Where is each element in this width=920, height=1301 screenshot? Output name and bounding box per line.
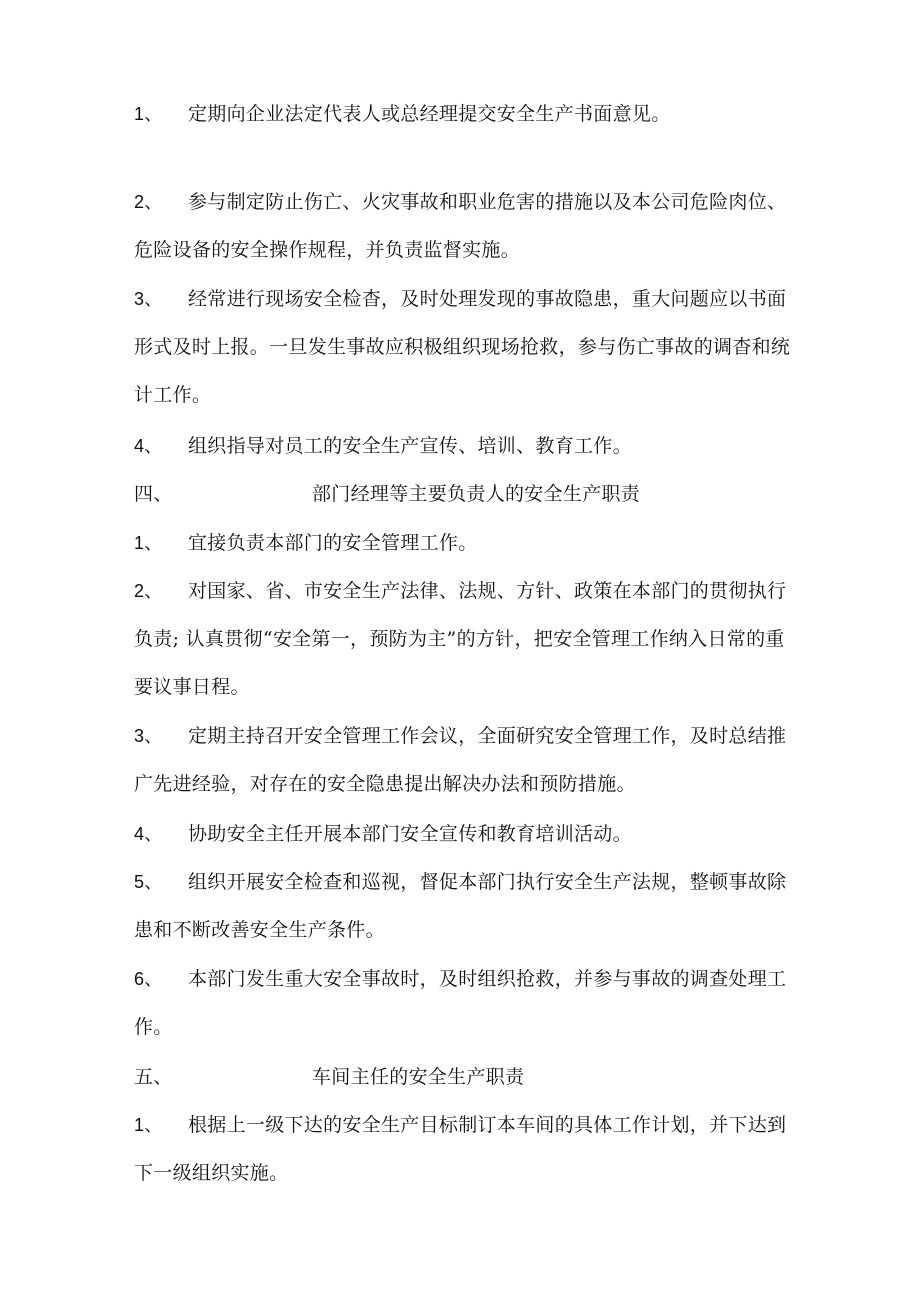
item-text: 定期主持召开安全管理工作会议，全面研究安全管理工作，及时总结推广先进经验，对存在的安全隐患提出解决办法和预防措施。 xyxy=(134,725,787,795)
item-number: 6、 xyxy=(134,969,163,989)
item-number: 3、 xyxy=(134,289,163,309)
item-text: 根据上一级下达的安全生产目标制订本车间的具体工作计划，并下达到下一级组织实施。 xyxy=(134,1114,787,1184)
list-item xyxy=(134,422,794,470)
list-item xyxy=(134,810,794,858)
list-item xyxy=(134,712,794,808)
section-title: 部门经理等主要负责人的安全生产职责 xyxy=(312,483,641,505)
list-item xyxy=(134,178,794,274)
list-item xyxy=(134,519,794,567)
item-number: 2、 xyxy=(134,192,163,212)
item-text: 宜接负责本部门的安全管理工作。 xyxy=(188,532,478,554)
item-number: 1、 xyxy=(134,1115,163,1135)
item-text: 本部门发生重大安全事故时，及时组织抢救，并参与事故的调查处理工作。 xyxy=(134,968,787,1038)
item-text: 组织指导对员工的安全生产宣传、培训、教育工作。 xyxy=(188,435,632,457)
list-item xyxy=(134,90,794,138)
item-text: 参与制定防止伤亡、火灾事故和职业危害的措施以及本公司危险肉位、危险设备的安全操作规程，并负责监督实施。 xyxy=(134,191,787,261)
item-number: 1、 xyxy=(134,104,163,124)
section-heading xyxy=(134,470,794,518)
section-title: 车间主任的安全生产职责 xyxy=(312,1066,525,1088)
item-text: 组织开展安全检查和巡视，督促本部门执行安全生产法规，整顿事故除患和不断改善安全生产条件。 xyxy=(134,871,787,941)
section-number: 五、 xyxy=(134,1066,173,1088)
item-text: 协助安全主任开展本部门安全宣传和教育培训活动。 xyxy=(188,823,632,845)
section-number: 四、 xyxy=(134,483,173,505)
list-item xyxy=(134,858,794,954)
item-number: 2、 xyxy=(134,581,163,601)
item-number: 5、 xyxy=(134,872,163,892)
section-heading xyxy=(134,1053,794,1101)
list-item xyxy=(134,567,794,711)
item-text: 定期向企业法定代表人或总经理提交安全生产书面意见。 xyxy=(188,103,671,125)
list-item xyxy=(134,275,794,419)
item-number: 3、 xyxy=(134,726,163,746)
item-text: 经常进行现场安全检杳，及时处理发现的事故隐患，重大问题应以书面形式及时上报。一旦发生事故应积极组织现场抢救，参与伤亡事故的调杳和统计工作。 xyxy=(134,288,791,406)
item-text: 对国家、省、市安全生产法律、法规、方针、政策在本部门的贯彻执行负责; 认真贯彻“安全第一，预防为主”的方针，把安全管理工作纳入日常的重要议事日程。 xyxy=(134,580,787,698)
list-item xyxy=(134,1101,794,1197)
item-number: 4、 xyxy=(134,824,163,844)
list-item xyxy=(134,955,794,1051)
item-number: 4、 xyxy=(134,436,163,456)
item-number: 1、 xyxy=(134,533,163,553)
